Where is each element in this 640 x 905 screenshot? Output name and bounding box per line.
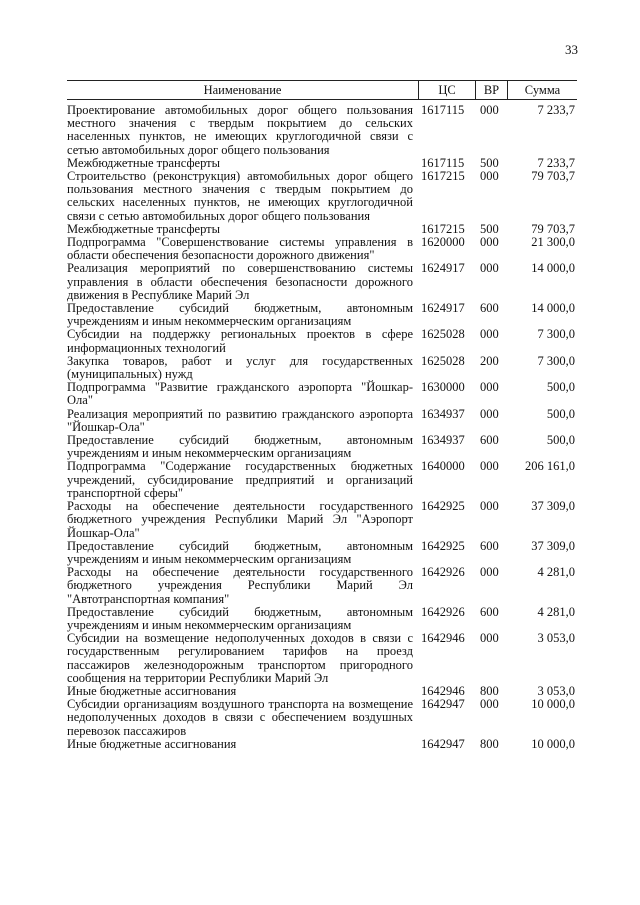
row-vr: 000	[480, 103, 499, 117]
table-row	[67, 632, 577, 685]
row-sum: 3 053,0	[537, 631, 575, 646]
row-name: Строительство (реконструкция) автомобильных дорог общего пользования местного значения с твердым покрытием до сельских населенных пунктов, не имеющих круглогодичной связи с сетью автомобильных дорог общего пользования	[67, 169, 413, 223]
table-row	[67, 408, 577, 434]
row-cs: 1617115	[421, 103, 465, 117]
row-cs: 1642947	[421, 736, 465, 751]
row-name: Закупка товаров, работ и услуг для государственных (муниципальных) нужд	[67, 353, 413, 382]
row-cs: 1617215	[421, 169, 465, 184]
row-cs: 1620000	[421, 235, 465, 250]
row-sum: 79 703,7	[531, 221, 575, 236]
row-name: Расходы на обеспечение деятельности государственного бюджетного учреждения Республики Марий Эл "Аэропорт Йошкар-Ола"	[67, 499, 413, 540]
row-vr: 000	[480, 261, 499, 276]
row-name: Предоставление субсидий бюджетным, автономным учреждениям и иным некоммерческим организациям	[67, 301, 413, 329]
row-vr: 000	[480, 499, 499, 514]
table-header	[67, 80, 577, 100]
row-cs: 1624917	[421, 301, 465, 316]
row-vr: 200	[480, 353, 499, 368]
row-vr: 600	[480, 604, 499, 619]
row-vr: 000	[480, 631, 499, 646]
header-name: Наименование	[67, 81, 419, 99]
header-vr: ВР	[476, 81, 508, 99]
row-name: Подпрограмма "Развитие гражданского аэропорта "Йошкар-Ола"	[67, 380, 413, 408]
row-vr: 000	[480, 169, 499, 184]
row-name: Предоставление субсидий бюджетным, автономным учреждениям и иным некоммерческим организациям	[67, 604, 413, 632]
row-name: Реализация мероприятий по развитию гражданского аэропорта "Йошкар-Ола"	[67, 406, 413, 434]
table-row	[67, 500, 577, 540]
row-cs: 1642946	[421, 683, 465, 698]
table-row	[67, 236, 577, 262]
row-vr: 000	[480, 406, 499, 421]
row-sum: 37 309,0	[531, 499, 575, 514]
row-cs: 1642946	[421, 631, 465, 646]
row-cs: 1642926	[421, 604, 465, 619]
table-row	[67, 328, 577, 354]
row-name: Иные бюджетные ассигнования	[67, 683, 237, 698]
row-sum: 7 300,0	[537, 327, 575, 342]
row-vr: 500	[480, 221, 499, 236]
row-vr: 000	[480, 235, 499, 250]
row-vr: 000	[480, 459, 499, 474]
row-name: Предоставление субсидий бюджетным, автономным учреждениям и иным некоммерческим организациям	[67, 433, 413, 461]
table-row	[67, 104, 577, 157]
header-cs: ЦС	[419, 81, 476, 99]
row-vr: 600	[480, 301, 499, 316]
row-name: Иные бюджетные ассигнования	[67, 736, 237, 751]
row-sum: 14 000,0	[531, 301, 575, 316]
row-sum: 10 000,0	[531, 697, 575, 712]
row-sum: 7 233,7	[537, 155, 575, 170]
row-cs: 1642925	[421, 538, 465, 553]
table-row	[67, 540, 577, 566]
row-cs: 1642947	[421, 697, 465, 712]
row-name: Подпрограмма "Совершенствование системы управления в области обеспечения безопасности дорожного движения"	[67, 235, 413, 263]
row-vr: 600	[480, 433, 499, 448]
row-vr: 500	[480, 155, 499, 170]
row-cs: 1642925	[421, 499, 465, 514]
table-row	[67, 434, 577, 460]
row-name: Проектирование автомобильных дорог общего пользования местного значения с твердым покрытием до сельских населенных пунктов, не имеющих круглогодичной связи с сетью автомобильных дорог общего пользования	[67, 103, 413, 157]
table-row	[67, 698, 577, 738]
row-vr: 600	[480, 538, 499, 553]
table-row	[67, 302, 577, 328]
table-row	[67, 381, 577, 407]
row-sum: 10 000,0	[531, 736, 575, 751]
row-sum: 79 703,7	[531, 169, 575, 184]
table-row	[67, 170, 577, 223]
row-sum: 37 309,0	[531, 538, 575, 553]
row-cs: 1640000	[421, 459, 465, 474]
row-vr: 000	[480, 565, 499, 580]
row-vr: 000	[480, 380, 499, 395]
row-sum: 7 233,7	[537, 103, 575, 117]
row-sum: 500,0	[546, 406, 575, 421]
table-row	[67, 355, 577, 381]
row-sum: 206 161,0	[525, 459, 575, 474]
row-sum: 3 053,0	[537, 683, 575, 698]
row-cs: 1634937	[421, 433, 465, 448]
row-vr: 000	[480, 327, 499, 342]
table-body	[67, 104, 577, 751]
row-vr: 000	[480, 697, 499, 712]
row-name: Субсидии на возмещение недополученных доходов в связи с государственным регулированием тарифов на проезд пассажиров железнодорожным транспортом пригородного сообщения на территории Республики Марий Эл	[67, 631, 413, 685]
row-cs: 1617215	[421, 221, 465, 236]
row-sum: 7 300,0	[537, 353, 575, 368]
row-vr: 800	[480, 683, 499, 698]
row-name: Межбюджетные трансферты	[67, 155, 221, 170]
row-sum: 500,0	[546, 433, 575, 448]
row-sum: 500,0	[546, 380, 575, 395]
table-row	[67, 738, 577, 751]
row-sum: 21 300,0	[531, 235, 575, 250]
row-sum: 14 000,0	[531, 261, 575, 276]
table-row	[67, 566, 577, 606]
row-cs: 1625028	[421, 327, 465, 342]
row-name: Предоставление субсидий бюджетным, автономным учреждениям и иным некоммерческим организациям	[67, 538, 413, 566]
row-cs: 1642926	[421, 565, 465, 580]
row-name: Межбюджетные трансферты	[67, 221, 221, 236]
row-name: Субсидии на поддержку региональных проектов в сфере информационных технологий	[67, 327, 413, 355]
row-vr: 800	[480, 736, 499, 751]
row-sum: 4 281,0	[537, 565, 575, 580]
row-cs: 1630000	[421, 380, 465, 395]
row-cs: 1624917	[421, 261, 465, 276]
table-row	[67, 460, 577, 500]
header-sum: Сумма	[524, 82, 561, 97]
row-name: Расходы на обеспечение деятельности государственного бюджетного учреждения Республики Марий Эл "Автотранспортная компания"	[67, 565, 413, 606]
row-name: Подпрограмма "Содержание государственных бюджетных учреждений, субсидирование предприятий и организаций транспортной сферы"	[67, 459, 413, 500]
row-name: Субсидии организациям воздушного транспорта на возмещение недополученных доходов в связи с обеспечением воздушных перевозок пассажиров	[67, 697, 413, 738]
budget-table	[67, 80, 577, 751]
row-cs: 1634937	[421, 406, 465, 421]
row-name: Реализация мероприятий по совершенствованию системы управления в области обеспечения безопасности дорожного движения в Республике Марий Эл	[67, 261, 413, 302]
table-row	[67, 262, 577, 302]
row-cs: 1617115	[421, 155, 465, 170]
table-row	[67, 606, 577, 632]
row-cs: 1625028	[421, 353, 465, 368]
page-number: 33	[565, 42, 578, 57]
row-sum: 4 281,0	[537, 604, 575, 619]
